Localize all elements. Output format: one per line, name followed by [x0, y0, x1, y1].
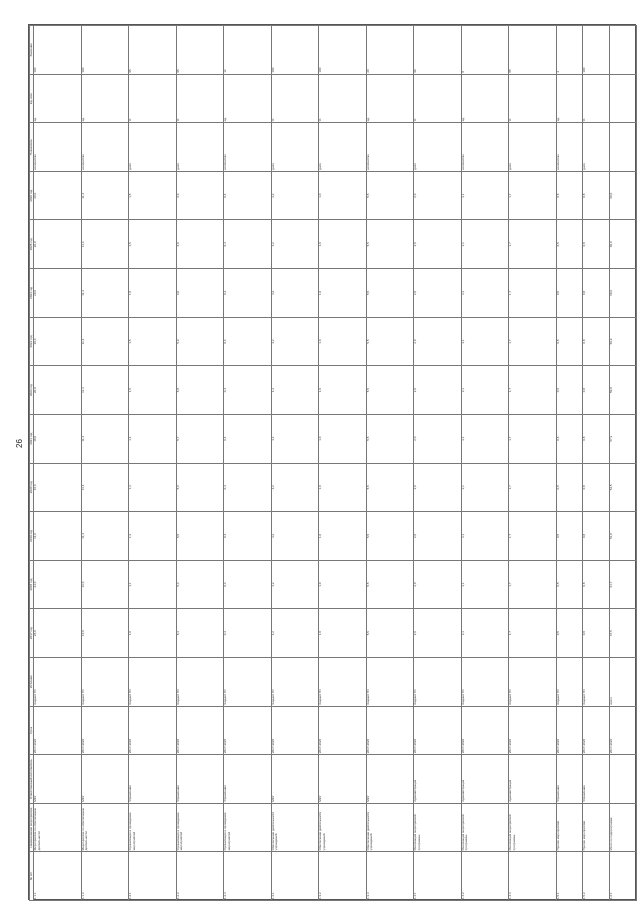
table-cell: 1,7	[509, 414, 556, 463]
table-cell	[610, 755, 637, 804]
table-cell: 0,4	[224, 609, 271, 658]
table-row	[366, 26, 413, 901]
table-cell: доля	[509, 123, 556, 172]
table-cell: 1,0	[319, 171, 366, 220]
table-cell: 1,7	[509, 512, 556, 561]
column-header: 2020 год	[30, 463, 34, 512]
table-cell: МКУ	[271, 755, 318, 804]
table-cell	[610, 26, 637, 75]
table-cell: количество	[34, 123, 81, 172]
table-cell: 11,4	[81, 269, 128, 318]
table-cell: 1.4.2	[461, 852, 508, 901]
table-cell: 4,2	[271, 414, 318, 463]
table-cell: Обеспечение деятельности учреждений	[319, 803, 366, 852]
table-cell: 3,1	[461, 414, 508, 463]
table-cell: 4,2	[271, 609, 318, 658]
table-row	[81, 26, 128, 901]
table-cell: бюджет ГО	[414, 657, 461, 706]
table-cell: 26,0	[34, 609, 81, 658]
table-cell: Администрация	[414, 755, 461, 804]
column-header: 2019 год	[30, 512, 34, 561]
table-cell: %	[414, 74, 461, 123]
table-cell: 95	[176, 26, 223, 75]
column-header: 2025 год	[30, 220, 34, 269]
table-cell: 0,8	[583, 366, 610, 415]
column-header: Источник	[30, 657, 34, 706]
table-cell: Организация и проведение мероприятий	[176, 803, 223, 852]
table-cell: МКУ	[366, 755, 413, 804]
table-cell: 20,0	[34, 171, 81, 220]
table-cell: бюджет ГО	[556, 657, 583, 706]
table-cell: 0,4	[224, 463, 271, 512]
table-cell: 51,8	[610, 512, 637, 561]
table-cell: 24,0	[34, 560, 81, 609]
table-cell: 20	[366, 26, 413, 75]
table-cell: 18,0	[34, 414, 81, 463]
table-cell: Обеспечение деятельности учреждений	[271, 803, 318, 852]
table-cell: 61,7	[610, 560, 637, 609]
table-cell: 1,0	[319, 463, 366, 512]
table-cell: %	[176, 74, 223, 123]
table-row	[610, 26, 637, 901]
table-cell: 1,5	[129, 366, 176, 415]
table-cell: 1,5	[129, 220, 176, 269]
table-cell: 2,0	[414, 512, 461, 561]
table-cell: 2017-2026	[366, 706, 413, 755]
table-cell: 1,0	[319, 512, 366, 561]
table-cell: 6,0	[176, 269, 223, 318]
table-cell: 5,5	[366, 220, 413, 269]
table-cell: 1,5	[129, 269, 176, 318]
table-cell: 1,7	[509, 317, 556, 366]
table-cell: 5,5	[366, 560, 413, 609]
table-cell: 3,1	[461, 512, 508, 561]
table-cell: 100	[319, 26, 366, 75]
table-cell: ед.	[461, 74, 508, 123]
table-cell: 1.2.3	[224, 852, 271, 901]
column-header: 2017 год	[30, 609, 34, 658]
table-cell: 3,1	[461, 269, 508, 318]
table-cell: 2017-2026	[176, 706, 223, 755]
table-cell: 4,2	[271, 220, 318, 269]
table-cell: 2,0	[414, 609, 461, 658]
table-cell: доля	[414, 123, 461, 172]
table-cell: 2017-2026	[271, 706, 318, 755]
table-cell: 2017-2026	[414, 706, 461, 755]
table-row	[34, 26, 81, 901]
table-cell: 3,1	[461, 560, 508, 609]
table-cell: 60,0	[610, 220, 637, 269]
column-header: Ед. изм.	[30, 74, 34, 123]
table-row	[319, 26, 366, 901]
page-number: 26	[15, 439, 24, 448]
table-cell: 1,7	[509, 171, 556, 220]
table-cell: 1,7	[509, 220, 556, 269]
table-cell: 2,0	[414, 366, 461, 415]
table-cell: 1,0	[319, 220, 366, 269]
table-cell: 0,5	[556, 171, 583, 220]
table-cell: Управление	[583, 755, 610, 804]
table-cell: 100	[34, 26, 81, 75]
table-cell: 4,2	[271, 171, 318, 220]
column-header: Показатель	[30, 123, 34, 172]
table-cell: 1,4	[129, 414, 176, 463]
table-cell: 1.4.3	[509, 852, 556, 901]
table-cell: 0,4	[224, 317, 271, 366]
column-header: Ответственный исполнитель	[30, 755, 34, 804]
table-cell: 6,0	[176, 171, 223, 220]
table-cell: 0,4	[224, 269, 271, 318]
table-cell: 0,5	[556, 609, 583, 658]
column-header: 2018 год	[30, 560, 34, 609]
table-cell: Обеспечение деятельности учреждений	[366, 803, 413, 852]
table-cell: 4,2	[271, 463, 318, 512]
column-header: Значение	[30, 26, 34, 75]
table-cell: Мероприятие по обеспечению деятельности	[34, 803, 81, 852]
table-cell: Управление	[129, 755, 176, 804]
table-cell: 1,5	[129, 317, 176, 366]
table-cell: 0,5	[556, 414, 583, 463]
table-cell: доля	[319, 123, 366, 172]
table-row	[414, 26, 461, 901]
table-cell: 3,1	[461, 463, 508, 512]
table-cell: 14,0	[34, 512, 81, 561]
table-cell: Реализация мероприятий программы	[461, 803, 508, 852]
table-cell: 5,5	[366, 463, 413, 512]
table-cell: 59,9	[610, 317, 637, 366]
column-header: Срок	[30, 706, 34, 755]
table-cell: 100	[271, 26, 318, 75]
table-cell: 16,6	[34, 463, 81, 512]
table-cell: 95	[129, 26, 176, 75]
table-cell: 1.4.1	[414, 852, 461, 901]
table-cell: всего	[610, 657, 637, 706]
table-cell: бюджет ГО	[271, 657, 318, 706]
table-cell: 4,2	[271, 317, 318, 366]
column-header: № п/п	[30, 852, 34, 901]
table-cell: 4	[556, 26, 583, 75]
table-cell: 0,8	[583, 414, 610, 463]
table-cell: 100	[583, 26, 610, 75]
table-cell: 4,2	[271, 366, 318, 415]
table-cell: 5,5	[366, 366, 413, 415]
table-cell: бюджет ГО	[509, 657, 556, 706]
table-cell: 5,5	[366, 269, 413, 318]
table-cell: 20,0	[34, 366, 81, 415]
table-cell: 2,0	[414, 414, 461, 463]
table-cell: 0,5	[556, 366, 583, 415]
table-cell: 5,4	[176, 560, 223, 609]
table-cell: бюджет ГО	[583, 657, 610, 706]
table-cell: бюджет ГО	[366, 657, 413, 706]
table-cell: бюджет ГО	[224, 657, 271, 706]
table-cell: 1.1.1	[34, 852, 81, 901]
table-cell: ед.	[224, 74, 271, 123]
table-cell: Реализация мероприятий программы	[414, 803, 461, 852]
table-cell: 2017-2026	[224, 706, 271, 755]
table-cell: 1.5.2	[583, 852, 610, 901]
table-cell: 1,1	[129, 560, 176, 609]
table-cell: 1,7	[509, 269, 556, 318]
program-table	[29, 25, 637, 901]
table-cell: 5,6	[176, 463, 223, 512]
table-cell: 1,7	[509, 609, 556, 658]
table-cell: 5,5	[366, 609, 413, 658]
table-cell: 1.3.3	[366, 852, 413, 901]
table-cell: 1,0	[319, 414, 366, 463]
table-cell: 2,0	[414, 560, 461, 609]
table-cell: 16,0	[81, 609, 128, 658]
table-cell: 5,5	[366, 171, 413, 220]
table-cell: Мероприятие по обеспечению деятельности	[81, 803, 128, 852]
table-cell: 5,5	[366, 414, 413, 463]
table-cell: 2017-2026	[556, 706, 583, 755]
table-cell: 2017-2026	[129, 706, 176, 755]
table-cell: 11,4	[81, 366, 128, 415]
table-cell: 0,5	[556, 560, 583, 609]
table-cell: 5,3	[176, 609, 223, 658]
table-row	[461, 26, 508, 901]
table-cell: 0,5	[556, 512, 583, 561]
table-cell: бюджет ГО	[81, 657, 128, 706]
table-cell: 1.3.1	[271, 852, 318, 901]
table-cell	[610, 123, 637, 172]
table-cell: количество	[224, 123, 271, 172]
table-cell: доля	[271, 123, 318, 172]
table-cell: доля	[583, 123, 610, 172]
table-cell: Управление	[224, 755, 271, 804]
table-cell: Администрация	[461, 755, 508, 804]
table-cell: 5,5	[176, 512, 223, 561]
table-cell: 4,2	[271, 269, 318, 318]
table-cell: %	[583, 74, 610, 123]
table-cell: 2017-2026	[34, 706, 81, 755]
table-cell: 5,8	[176, 366, 223, 415]
table-cell: 5,9	[176, 317, 223, 366]
table-cell: 1.6.1	[610, 852, 637, 901]
table-cell: Реализация мероприятий программы	[509, 803, 556, 852]
table-cell: 1.1.2	[81, 852, 128, 901]
table-cell: 2017-2026	[509, 706, 556, 755]
table-cell: 1.3.2	[319, 852, 366, 901]
table-row	[129, 26, 176, 901]
table-cell: 2,0	[414, 269, 461, 318]
table-cell: доля	[176, 123, 223, 172]
table-cell: бюджет ГО	[461, 657, 508, 706]
table-cell: МКУ	[34, 755, 81, 804]
table-cell: %	[319, 74, 366, 123]
table-cell: 5,5	[366, 317, 413, 366]
table-cell: 11,4	[81, 414, 128, 463]
table-cell: 11,4	[81, 463, 128, 512]
table-cell: 5,5	[366, 512, 413, 561]
table-cell: МКУ	[319, 755, 366, 804]
table-cell: 0,8	[583, 463, 610, 512]
table-cell: Администрация	[509, 755, 556, 804]
table-cell: 3,1	[461, 171, 508, 220]
table-cell: 0,8	[583, 269, 610, 318]
table-cell: %	[271, 74, 318, 123]
table-cell: Организация и проведение мероприятий	[129, 803, 176, 852]
table-cell: 11,4	[81, 171, 128, 220]
table-cell	[610, 74, 637, 123]
table-row	[271, 26, 318, 901]
table-cell: Итого по подпрограмме	[610, 803, 637, 852]
table-cell: 67,5	[610, 609, 637, 658]
table-cell: ед.	[556, 74, 583, 123]
table-cell: количество	[366, 123, 413, 172]
table-cell: 2017-2026	[583, 706, 610, 755]
table-cell: 3,1	[461, 366, 508, 415]
table-cell: 59,8	[610, 366, 637, 415]
table-cell: 20,0	[34, 269, 81, 318]
table-cell: 1,7	[509, 463, 556, 512]
table-cell: Управление	[176, 755, 223, 804]
table-cell: ед.	[34, 74, 81, 123]
table-cell: 0,4	[224, 366, 271, 415]
table-cell: 0,8	[583, 220, 610, 269]
table-cell: 2017-2026	[81, 706, 128, 755]
table-cell: 54,5	[610, 463, 637, 512]
column-header: 2026 год	[30, 171, 34, 220]
column-header: 2021 год	[30, 414, 34, 463]
table-row	[176, 26, 223, 901]
table-cell: количество	[461, 123, 508, 172]
column-header: 2024 год	[30, 269, 34, 318]
table-cell: 0,8	[583, 560, 610, 609]
table-cell: 6,0	[176, 220, 223, 269]
table-cell: 0,5	[556, 269, 583, 318]
table-cell: 1,0	[319, 366, 366, 415]
table-cell: Организация и проведение мероприятий	[224, 803, 271, 852]
table-cell: 0,4	[224, 220, 271, 269]
table-cell: 3,1	[461, 317, 508, 366]
table-cell: 12,0	[81, 560, 128, 609]
table-cell: ед.	[81, 74, 128, 123]
table-cell: 2017-2026	[319, 706, 366, 755]
table-cell: бюджет ГО	[319, 657, 366, 706]
table-cell: 2,0	[414, 220, 461, 269]
table-cell: 1,7	[509, 560, 556, 609]
table-cell: 0,5	[556, 463, 583, 512]
table-cell: 1.2.1	[129, 852, 176, 901]
table-cell: 0,8	[583, 171, 610, 220]
column-header: Наименование мероприятия	[30, 803, 34, 852]
table-cell: 11,4	[81, 317, 128, 366]
table-cell: 0,4	[224, 414, 271, 463]
table-cell: Прочие мероприятия	[583, 803, 610, 852]
table-cell: 0,8	[583, 512, 610, 561]
table-cell: 1,5	[129, 171, 176, 220]
table-cell: 20,0	[34, 220, 81, 269]
table-row	[224, 26, 271, 901]
table-cell: бюджет ГО	[34, 657, 81, 706]
table-cell: 85	[509, 26, 556, 75]
table-cell: 0,5	[556, 317, 583, 366]
table-cell: 12	[224, 26, 271, 75]
table-cell: количество	[81, 123, 128, 172]
table-cell: ед.	[366, 74, 413, 123]
table-cell: бюджет ГО	[176, 657, 223, 706]
table-cell: бюджет ГО	[129, 657, 176, 706]
table-cell: 0,4	[224, 512, 271, 561]
table-cell: 2,0	[414, 463, 461, 512]
table-cell: 1,0	[319, 269, 366, 318]
table-cell: 100	[81, 26, 128, 75]
table-cell: 0,8	[583, 317, 610, 366]
table-cell: МКУ	[81, 755, 128, 804]
table-cell: Прочие мероприятия	[556, 803, 583, 852]
table-cell: 1,0	[319, 317, 366, 366]
table-cell: 4,2	[271, 512, 318, 561]
table-row	[556, 26, 583, 901]
table-cell: количество	[556, 123, 583, 172]
table-cell: 90	[414, 26, 461, 75]
table-cell: %	[129, 74, 176, 123]
table-cell: %	[509, 74, 556, 123]
table-cell: 3,1	[461, 609, 508, 658]
table-row	[583, 26, 610, 901]
table-cell: 0,8	[583, 609, 610, 658]
table-cell: 2,0	[414, 171, 461, 220]
table-cell: 11,4	[81, 512, 128, 561]
table-cell: 57,3	[610, 414, 637, 463]
table-cell: 20,0	[34, 317, 81, 366]
table-cell: 1.2.2	[176, 852, 223, 901]
table-cell: 1,0	[319, 609, 366, 658]
table-cell: 60,0	[610, 269, 637, 318]
table-cell: 2017-2026	[461, 706, 508, 755]
table-cell: 5,7	[176, 414, 223, 463]
table-cell: 0,4	[224, 171, 271, 220]
table-cell: 60,0	[610, 171, 637, 220]
table-cell: доля	[129, 123, 176, 172]
table-cell: 2,0	[414, 317, 461, 366]
table-cell: 1,2	[129, 512, 176, 561]
table-cell: 1,0	[319, 560, 366, 609]
table-cell: 11,4	[81, 220, 128, 269]
table-cell: 0,5	[556, 220, 583, 269]
column-header: 2022 год	[30, 366, 34, 415]
table-cell: 1,7	[509, 366, 556, 415]
table-cell: 1,3	[129, 463, 176, 512]
table-cell: 2017-2026	[610, 706, 637, 755]
table-cell: 1,0	[129, 609, 176, 658]
table-row	[509, 26, 556, 901]
table-cell: 4,2	[271, 560, 318, 609]
table-cell: 8	[461, 26, 508, 75]
table-cell: 3,1	[461, 220, 508, 269]
rotated-table-sheet	[28, 24, 636, 900]
table-cell: Управление	[556, 755, 583, 804]
column-header: 2023 год	[30, 317, 34, 366]
table-cell: 0,4	[224, 560, 271, 609]
table-cell: 1.5.1	[556, 852, 583, 901]
